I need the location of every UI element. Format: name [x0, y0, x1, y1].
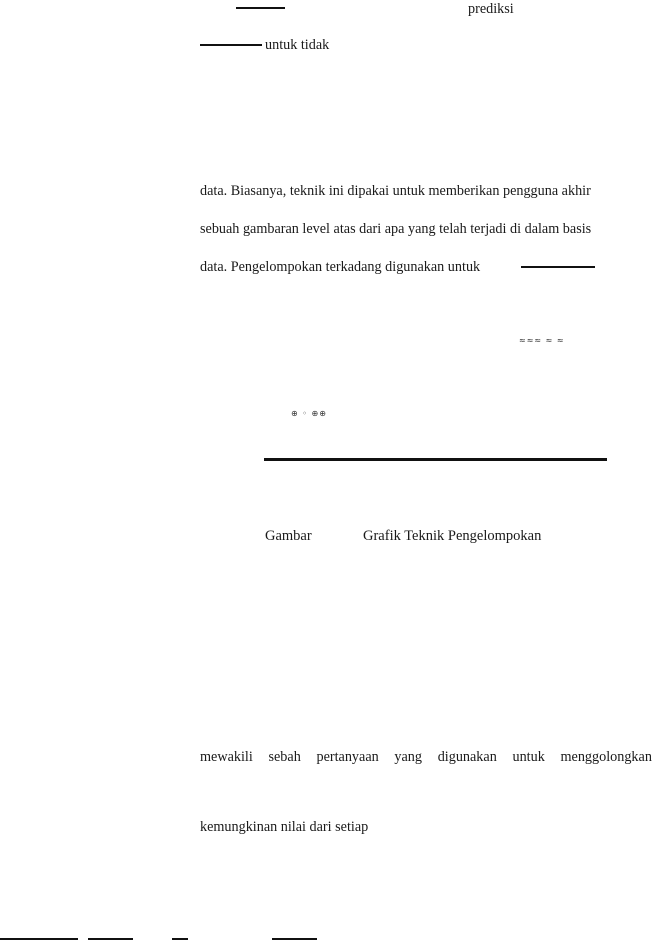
figure-caption-label: Gambar	[265, 528, 312, 544]
paragraph-1-line-3: data. Pengelompokan terkadang digunakan untuk	[200, 259, 481, 275]
bottom-blank-line-2	[88, 938, 133, 940]
word: sebah	[268, 749, 301, 765]
text-untuk-tidak: untuk tidak	[265, 37, 330, 53]
figure-caption-title: Grafik Teknik Pengelompokan	[363, 528, 542, 544]
word: yang	[394, 749, 422, 765]
bottom-blank-line-1	[0, 938, 78, 940]
figure-marks-middle: ⊕ ◦ ⊕⊕	[291, 409, 327, 418]
figure-marks-top: ≈≈≈ ≈ ≈	[519, 336, 565, 345]
word: digunakan	[437, 749, 497, 765]
word-prediksi: prediksi	[468, 1, 514, 17]
figure-axis-line	[264, 458, 607, 461]
word: menggolongkan	[560, 749, 652, 765]
bottom-blank-line-4	[272, 938, 317, 940]
blank-line-2	[200, 44, 262, 46]
bottom-blank-line-3	[172, 938, 188, 940]
paragraph-1-line-1: data. Biasanya, teknik ini dipakai untuk memberikan pengguna akhir	[200, 183, 591, 199]
paragraph-2-line-2: kemungkinan nilai dari setiap	[200, 819, 369, 835]
blank-line-3	[521, 266, 595, 268]
word: mewakili	[200, 749, 253, 765]
word: pertanyaan	[316, 749, 379, 765]
paragraph-2-line-1	[200, 750, 652, 764]
paragraph-1-line-2: sebuah gambaran level atas dari apa yang telah terjadi di dalam basis	[200, 221, 592, 237]
blank-line-1	[236, 7, 285, 9]
word: untuk	[512, 749, 545, 765]
